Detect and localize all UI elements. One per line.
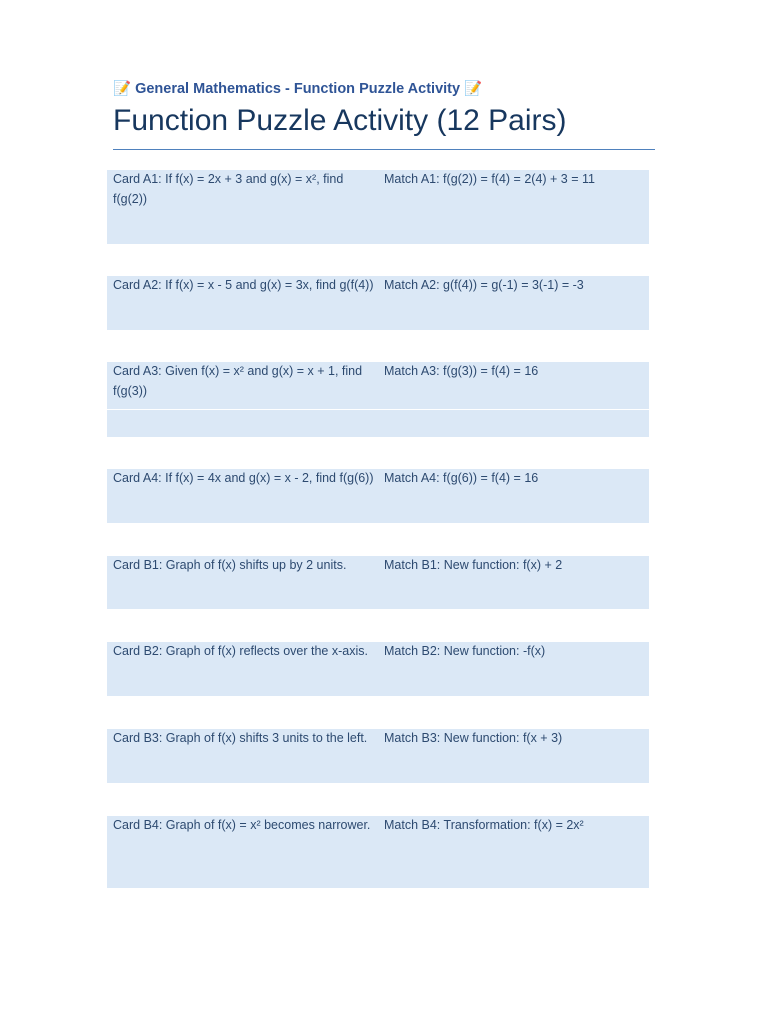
card-text: Card A3: Given f(x) = x² and g(x) = x + 1, find f(g(3)) [113,364,363,398]
match-text: Match A2: g(f(4)) = g(-1) = 3(-1) = -3 [384,278,584,292]
pair-card-b2 [107,642,649,696]
document-header: 📝 General Mathematics - Function Puzzle Activity 📝 [113,81,483,97]
card-text: Card A2: If f(x) = x - 5 and g(x) = 3x, find g(f(4)) [113,278,374,292]
card-text: Card B3: Graph of f(x) shifts 3 units to the left. [113,731,368,745]
title-divider [113,149,655,150]
match-text: Match A3: f(g(3)) = f(4) = 16 [384,364,539,378]
pair-card-a1 [107,170,649,244]
match-text: Match A4: f(g(6)) = f(4) = 16 [384,471,539,485]
match-text: Match B3: New function: f(x + 3) [384,731,563,745]
card-text: Card B4: Graph of f(x) = x² becomes narrower. [113,818,371,832]
pair-card-a3 [107,362,649,437]
pair-card-b4 [107,816,649,888]
card-text: Card B2: Graph of f(x) reflects over the x-axis. [113,644,368,658]
row-divider [107,409,649,410]
pair-card-b1 [107,556,649,609]
pair-card-a2 [107,276,649,330]
match-text: Match B2: New function: -f(x) [384,644,546,658]
card-text: Card B1: Graph of f(x) shifts up by 2 units. [113,558,347,572]
card-text: Card A1: If f(x) = 2x + 3 and g(x) = x², find f(g(2)) [113,172,344,206]
pair-card-b3 [107,729,649,783]
match-text: Match B1: New function: f(x) + 2 [384,558,563,572]
page-title: Function Puzzle Activity (12 Pairs) [113,104,567,137]
pair-card-a4 [107,469,649,523]
match-text: Match B4: Transformation: f(x) = 2x² [384,818,584,832]
card-text: Card A4: If f(x) = 4x and g(x) = x - 2, find f(g(6)) [113,471,374,485]
match-text: Match A1: f(g(2)) = f(4) = 2(4) + 3 = 11 [384,172,595,186]
